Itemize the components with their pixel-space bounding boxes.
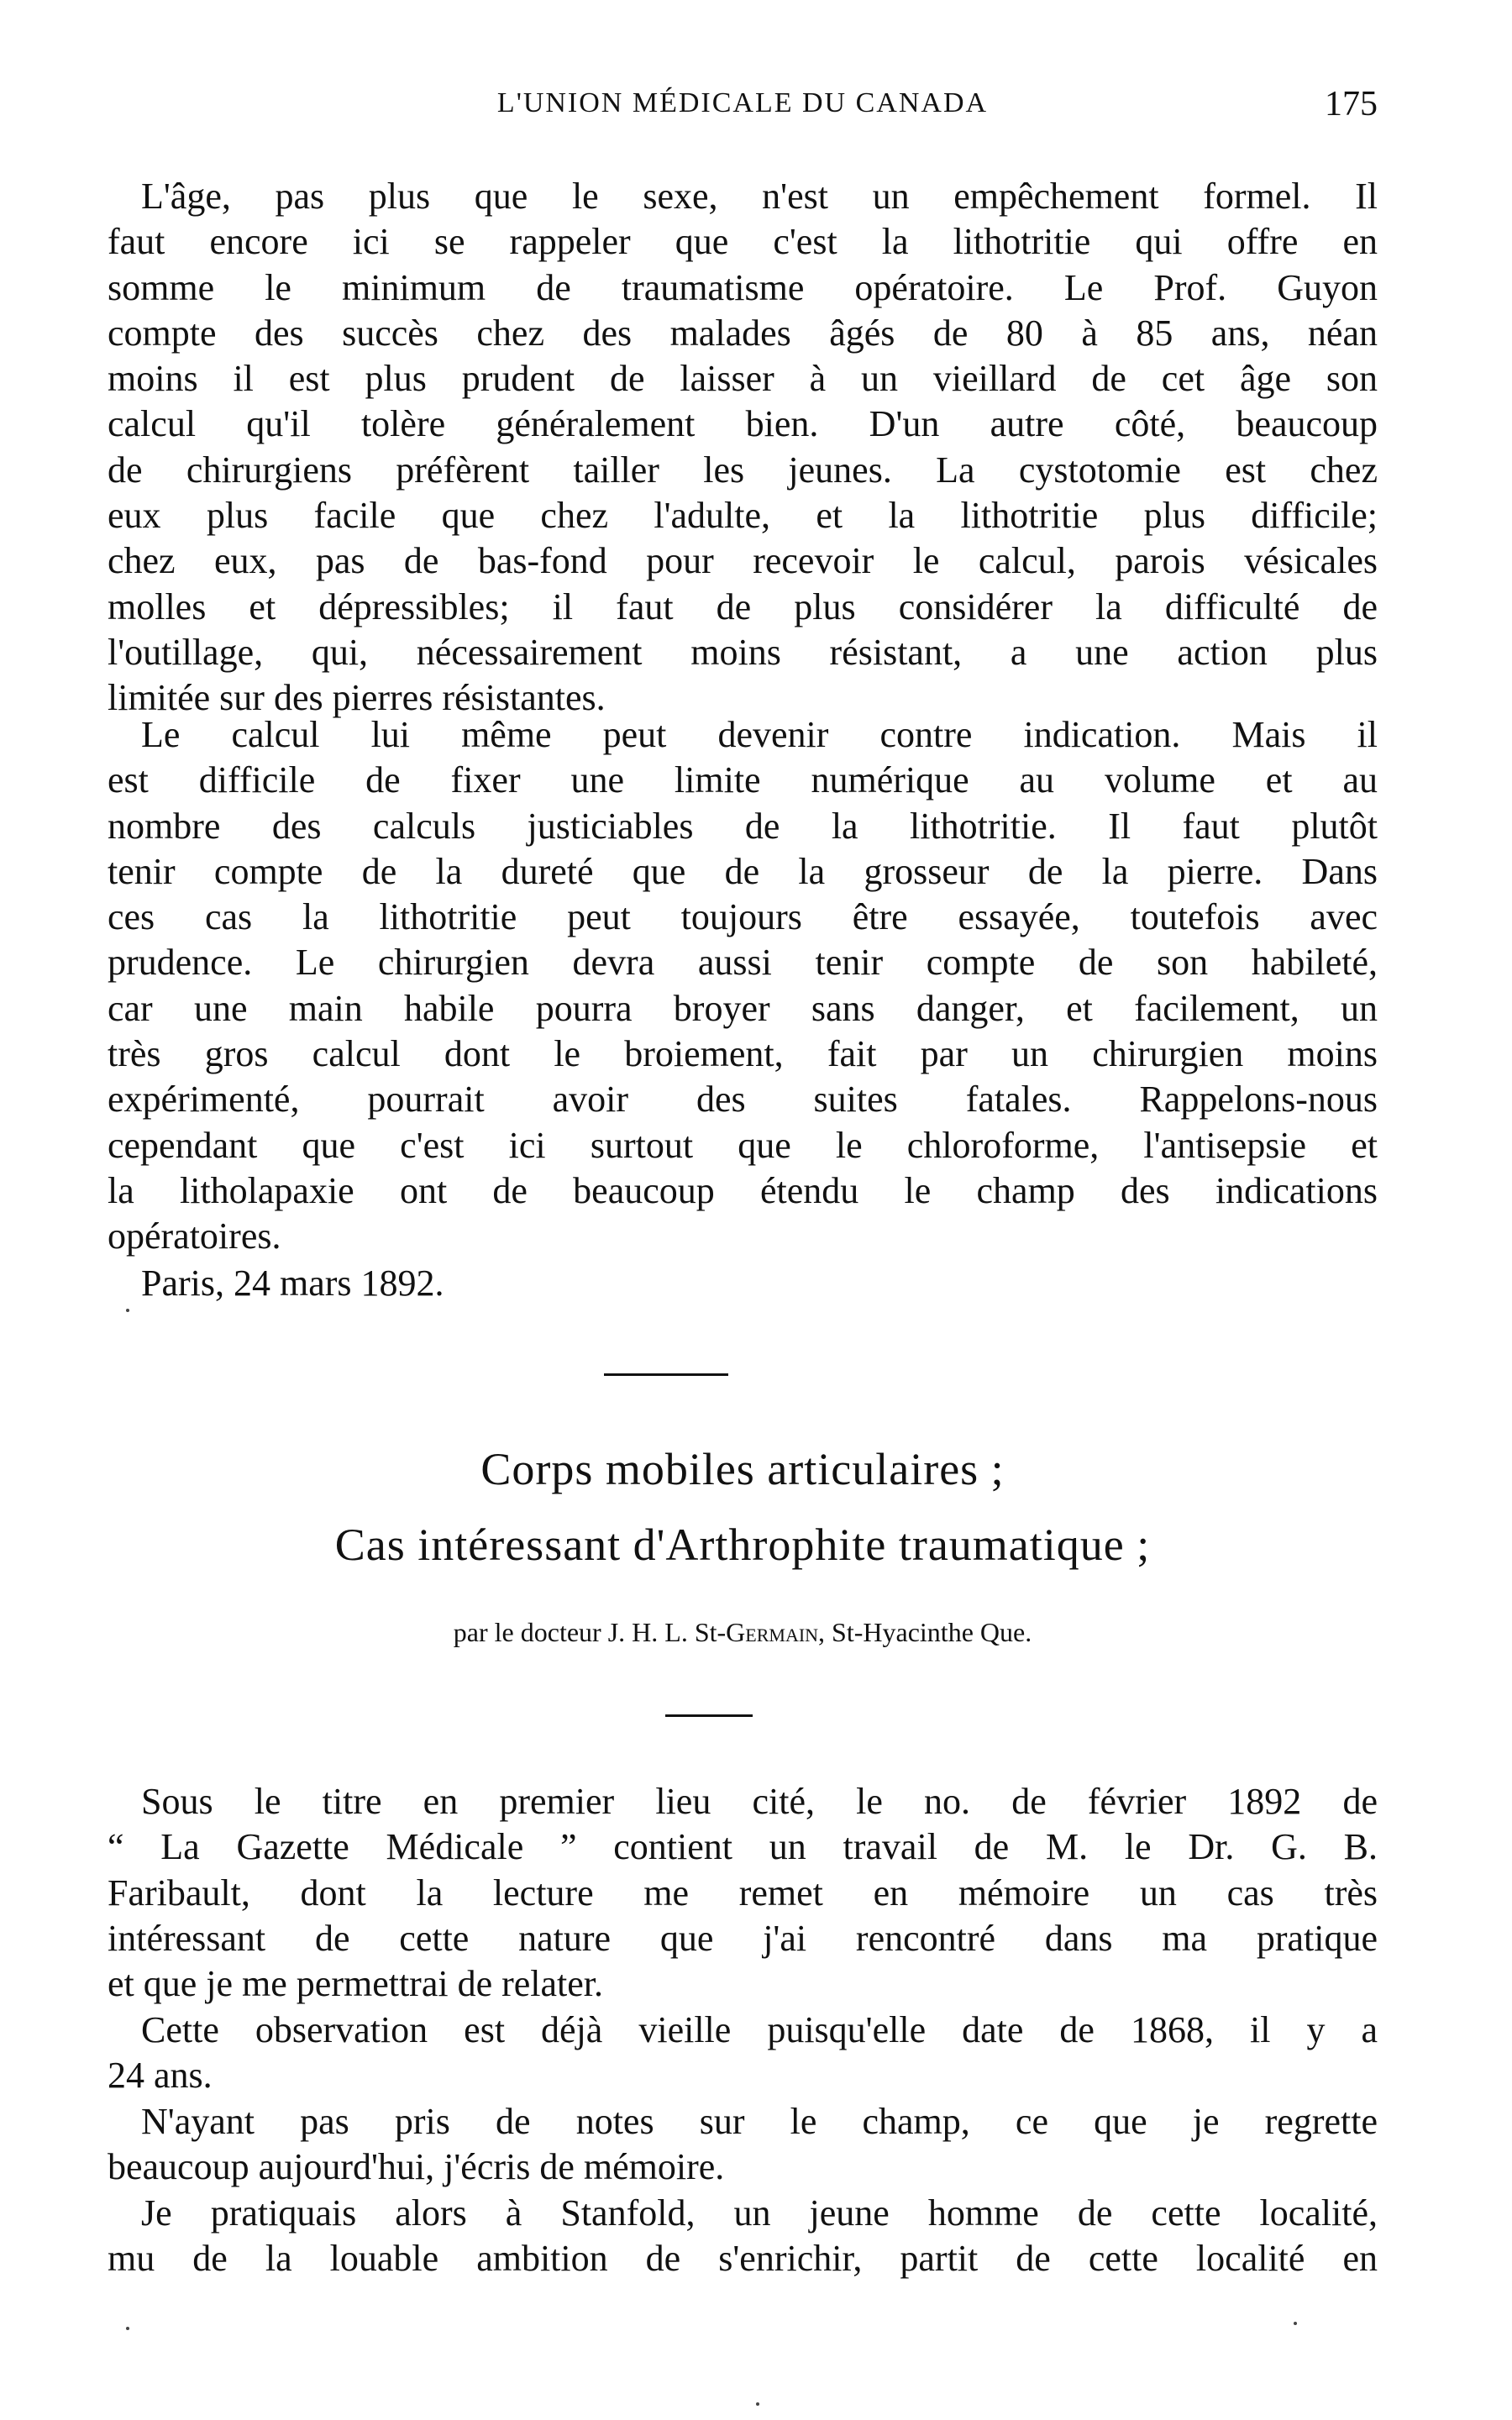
text-line: ces cas la lithotritie peut toujours être essayée, toutefois avec [108, 896, 1378, 938]
paragraph-3 [108, 1779, 1378, 2007]
running-title: L'UNION MÉDICALE DU CANADA [496, 87, 989, 118]
text-line: limitée sur des pierres résistantes. [108, 677, 606, 719]
text-line: prudence. Le chirurgien devra aussi tenir compte de son habileté, [108, 942, 1378, 984]
paragraph-2 [108, 712, 1378, 1260]
title-divider [665, 1714, 753, 1717]
text-line: Je pratiquais alors à Stanfold, un jeune homme de cette localité, [141, 2192, 1378, 2234]
section-divider [604, 1373, 728, 1376]
byline-prefix: par le docteur J. H. L. St- [453, 1617, 727, 1647]
text-line: opératoires. [108, 1215, 281, 1257]
text-line: tenir compte de la dureté que de la grosseur de la pierre. Dans [108, 850, 1378, 892]
text-line: molles et dépressibles; il faut de plus considérer la difficulté de [108, 585, 1378, 627]
article-title-line-2: Cas intéressant d'Arthrophite traumatique ; [334, 1520, 1151, 1570]
text-line: eux plus facile que chez l'adulte, et la lithotritie plus difficile; [108, 495, 1378, 537]
text-line: est difficile de fixer une limite numérique au volume et au [108, 759, 1378, 801]
paragraph-4 [108, 2008, 1378, 2099]
page-number: 175 [1325, 85, 1378, 123]
byline [108, 1617, 1378, 1648]
text-line: très gros calcul dont le broiement, fait par un chirurgien moins [108, 1033, 1378, 1075]
text-line: cependant que c'est ici surtout que le chloroforme, l'antisepsie et [108, 1124, 1378, 1166]
text-line: “ La Gazette Médicale ” contient un travail de M. le Dr. G. B. [108, 1826, 1378, 1868]
text-line: chez eux, pas de bas-fond pour recevoir le calcul, parois vésicales [108, 540, 1378, 582]
text-line: compte des succès chez des malades âgés de 80 à 85 ans, néan [108, 312, 1378, 354]
text-line: nombre des calculs justiciables de la lithotritie. Il faut plutôt [108, 805, 1378, 847]
text-line: de chirurgiens préfèrent tailler les jeunes. La cystotomie est chez [108, 449, 1378, 491]
text-line: intéressant de cette nature que j'ai rencontré dans ma pratique [108, 1917, 1378, 1959]
text-line: moins il est plus prudent de laisser à un vieillard de cet âge son [108, 358, 1378, 400]
text-line: Faribault, dont la lecture me remet en mémoire un cas très [108, 1871, 1378, 1913]
text-line: mu de la louable ambition de s'enrichir, partit de cette localité en [108, 2238, 1378, 2280]
text-line: 24 ans. [108, 2055, 213, 2097]
text-line: somme le minimum de traumatisme opératoire. Le Prof. Guyon [108, 266, 1378, 308]
dateline: Paris, 24 mars 1892. [141, 1262, 444, 1304]
running-head [108, 87, 1378, 138]
text-line: calcul qu'il tolère généralement bien. D'un autre côté, beaucoup [108, 403, 1378, 445]
text-line: car une main habile pourra broyer sans danger, et facilement, un [108, 987, 1378, 1029]
text-line: Le calcul lui même peut devenir contre indication. Mais il [141, 714, 1378, 755]
scan-speck [756, 2402, 759, 2406]
article-title-line-1: Corps mobiles articulaires ; [480, 1444, 1005, 1494]
byline-author-surname: Germain [726, 1617, 819, 1647]
text-line: beaucoup aujourd'hui, j'écris de mémoire. [108, 2146, 725, 2188]
paragraph-1 [108, 174, 1378, 722]
text-line: l'outillage, qui, nécessairement moins résistant, a une action plus [108, 631, 1378, 673]
scan-speck [126, 2327, 129, 2330]
paragraph-5 [108, 2099, 1378, 2191]
text-line: faut encore ici se rappeler que c'est la lithotritie qui offre en [108, 221, 1378, 263]
text-line: L'âge, pas plus que le sexe, n'est un empêchement formel. Il [141, 176, 1378, 217]
text-line: la litholapaxie ont de beaucoup étendu le champ des indications [108, 1169, 1378, 1211]
text-line: Sous le titre en premier lieu cité, le no. de février 1892 de [141, 1781, 1378, 1822]
text-line: Cette observation est déjà vieille puisqu'elle date de 1868, il y a [141, 2009, 1378, 2050]
text-line: expérimenté, pourrait avoir des suites fatales. Rappelons-nous [108, 1079, 1378, 1121]
scan-speck [126, 1309, 129, 1312]
byline-suffix: , St-Hyacinthe Que. [818, 1617, 1032, 1647]
paragraph-6 [108, 2191, 1378, 2282]
scan-speck [1294, 2322, 1297, 2325]
text-line: N'ayant pas pris de notes sur le champ, ce que je regrette [141, 2101, 1378, 2142]
text-line: et que je me permettrai de relater. [108, 1963, 604, 2005]
